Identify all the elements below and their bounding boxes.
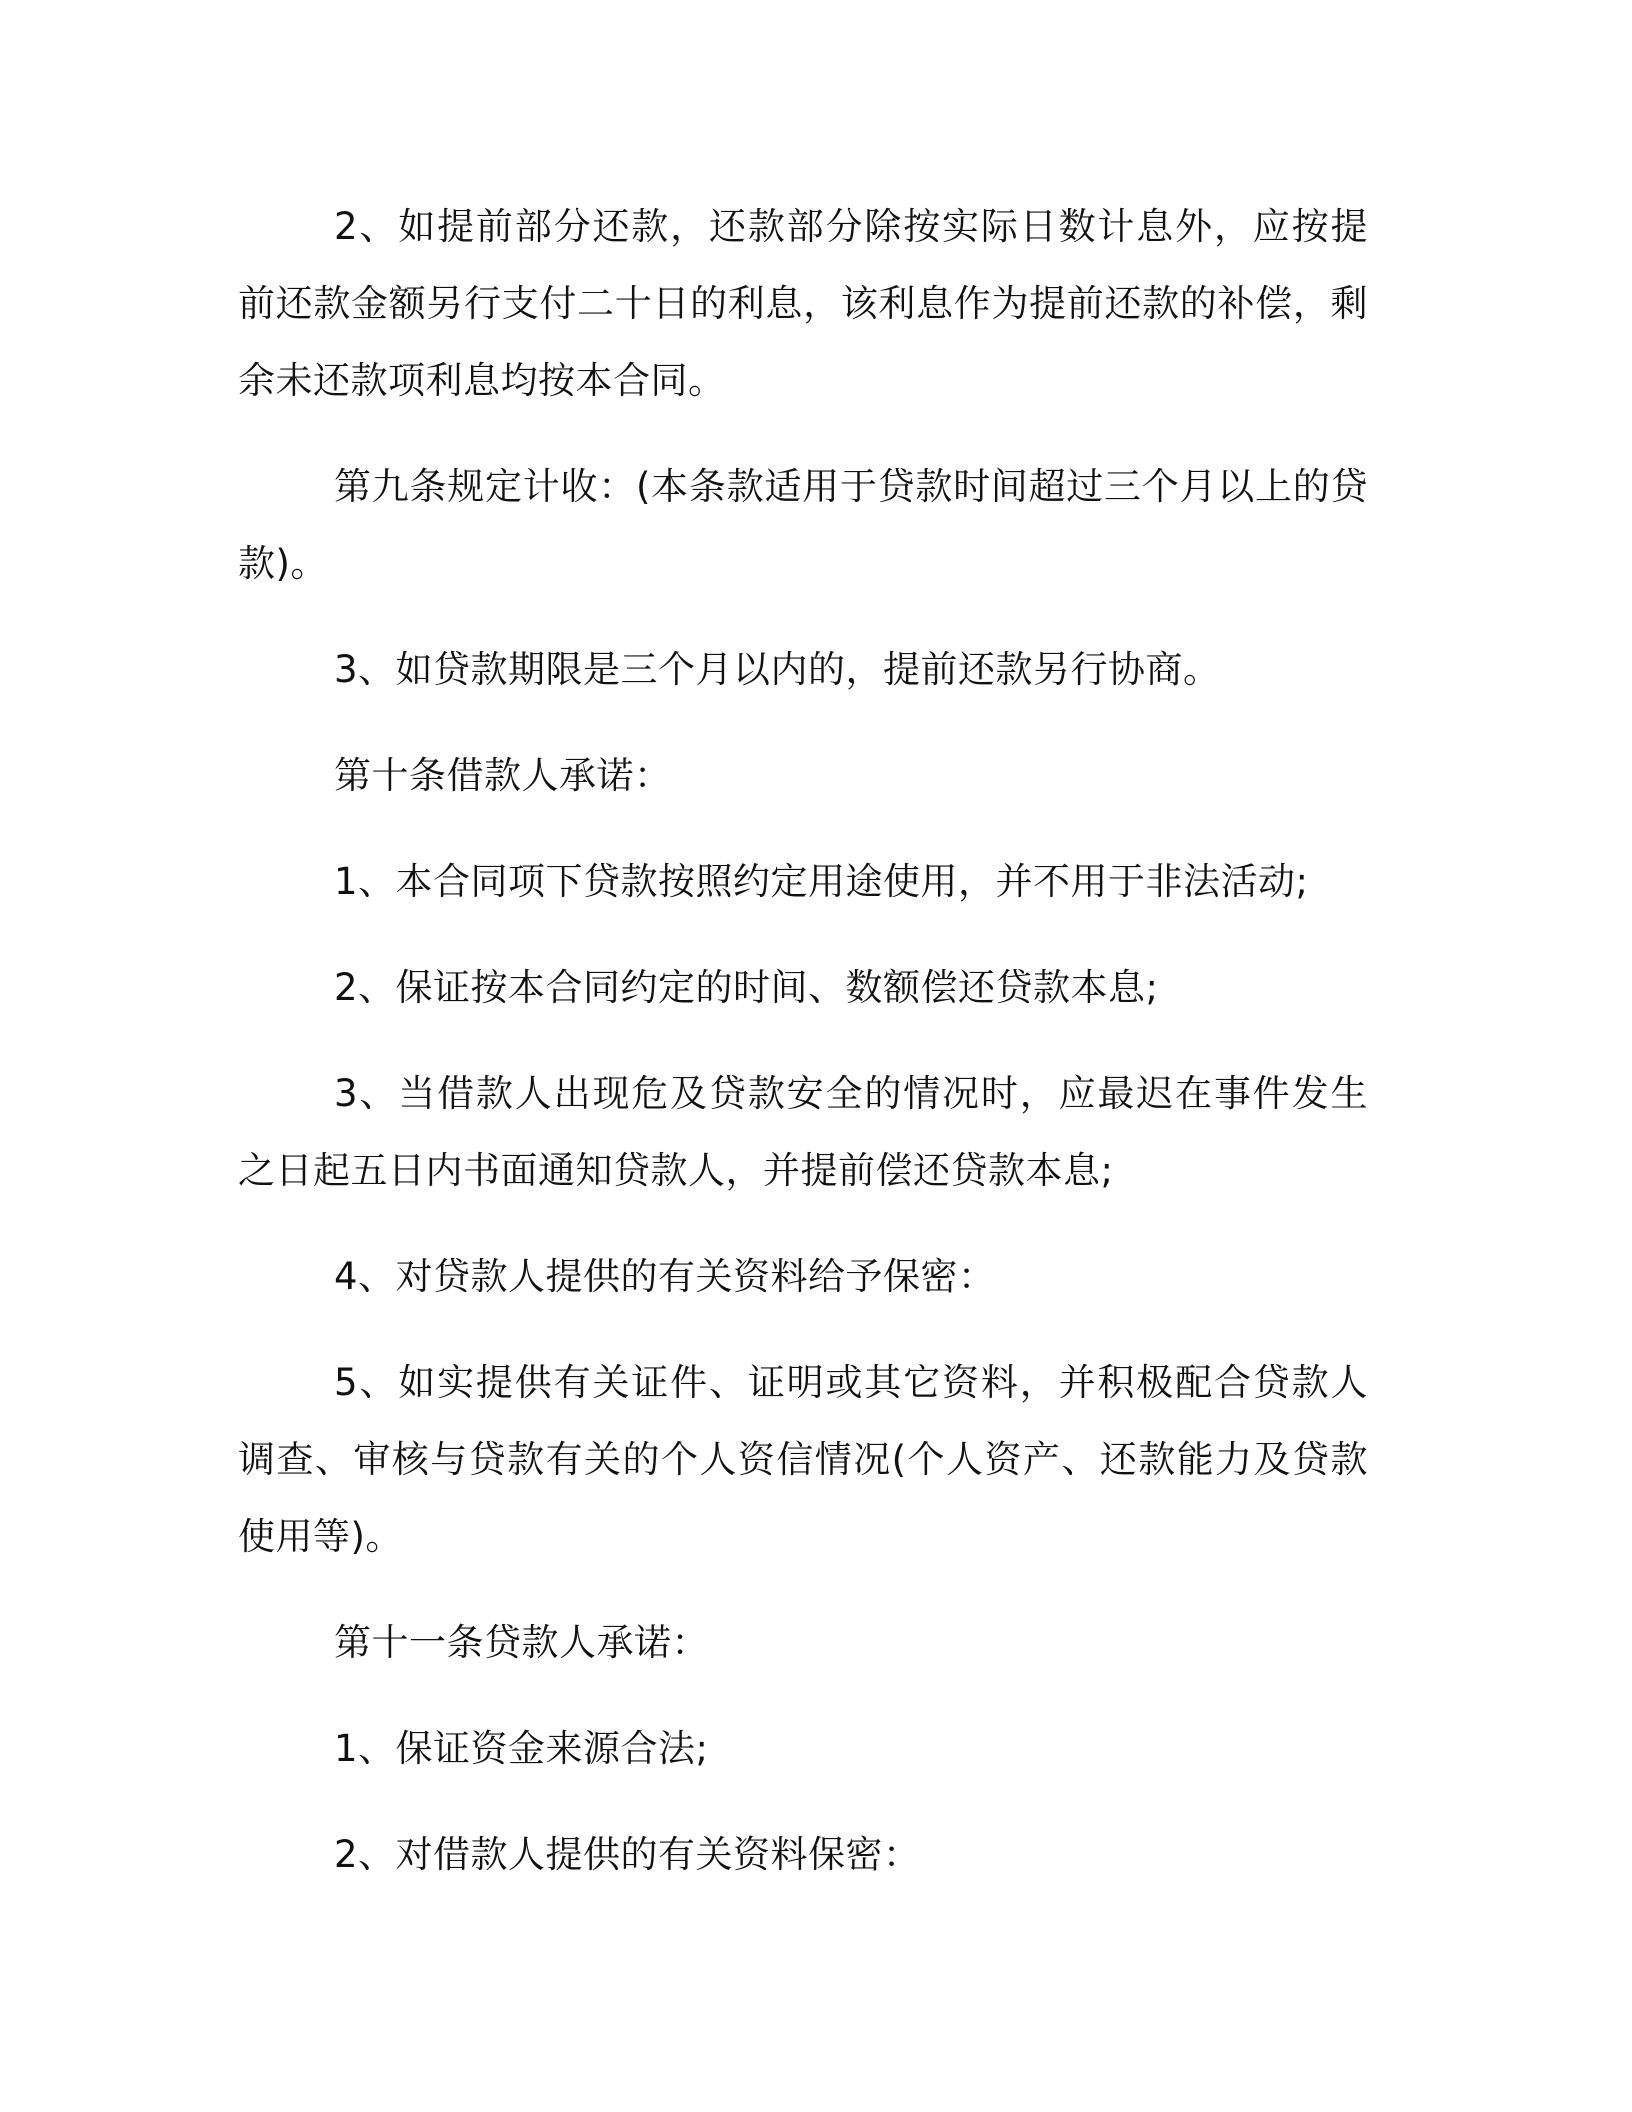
paragraph-borrower-promise-3: 3、当借款人出现危及贷款安全的情况时，应最迟在事件发生之日起五日内书面通知贷款人，并提前偿还贷款本息; [238, 1072, 1368, 1192]
paragraph-article-9: 第九条规定计收：(本条款适用于贷款时间超过三个月以上的贷款)。 [238, 465, 1368, 585]
paragraph-article-11-heading: 第十一条贷款人承诺： [334, 1621, 709, 1664]
paragraph-early-partial-repayment: 2、如提前部分还款，还款部分除按实际日数计息外，应按提前还款金额另行支付二十日的利息，该利息作为提前还款的补偿，剩余未还款项利息均按本合同。 [238, 205, 1368, 402]
paragraph-borrower-promise-1: 1、本合同项下贷款按照约定用途使用，并不用于非法活动; [334, 860, 1309, 903]
paragraph-borrower-promise-2: 2、保证按本合同约定的时间、数额偿还贷款本息; [334, 966, 1159, 1009]
paragraph-lender-promise-2: 2、对借款人提供的有关资料保密： [334, 1833, 921, 1876]
paragraph-borrower-promise-4: 4、对贷款人提供的有关资料给予保密： [334, 1255, 996, 1298]
paragraph-lender-promise-1: 1、保证资金来源合法; [334, 1727, 709, 1770]
paragraph-short-term-loan: 3、如贷款期限是三个月以内的，提前还款另行协商。 [334, 648, 1221, 691]
document-body [238, 188, 1368, 1922]
paragraph-article-10-heading: 第十条借款人承诺： [334, 754, 672, 797]
paragraph-borrower-promise-5: 5、如实提供有关证件、证明或其它资料，并积极配合贷款人调查、审核与贷款有关的个人资信情况(个人资产、还款能力及贷款使用等)。 [238, 1361, 1368, 1558]
